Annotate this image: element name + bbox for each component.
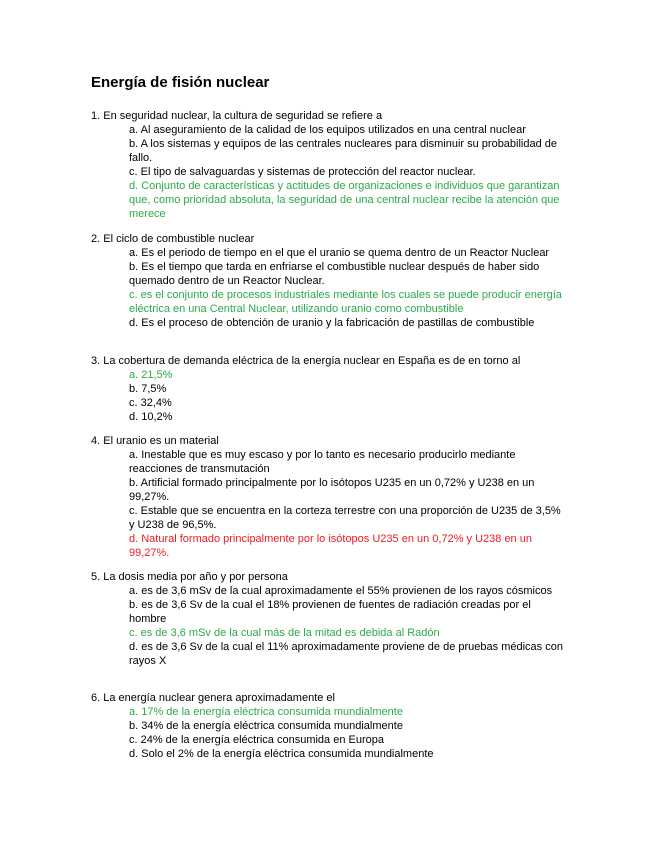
option-a: a. 17% de la energía eléctrica consumida mundialmente [129, 706, 403, 718]
options-list [129, 246, 565, 330]
option-a: a. es de 3,6 mSv de la cual aproximadamente el 55% provienen de los rayos cósmicos [129, 585, 553, 597]
option-a: a. Al aseguramiento de la calidad de los equipos utilizados en una central nuclear [129, 124, 526, 136]
options-list [129, 448, 565, 560]
question-4 [91, 434, 571, 560]
option-d: d. Solo el 2% de la energía eléctrica consumida mundialmente [129, 748, 434, 760]
option-c: c. 32,4% [129, 397, 172, 409]
option-b: b. es de 3,6 Sv de la cual el 18% provienen de fuentes de radiación creadas por el hombre [129, 599, 531, 625]
question-stem: 1. En seguridad nuclear, la cultura de seguridad se refiere a [91, 110, 383, 122]
question-stem: 3. La cobertura de demanda eléctrica de la energía nuclear en España es de en torno al [91, 355, 521, 367]
question-5 [91, 570, 571, 668]
question-stem: 6. La energía nuclear genera aproximadamente el [91, 692, 335, 704]
document-title: Energía de fisión nuclear [91, 74, 270, 91]
question-2 [91, 232, 571, 330]
option-c: c. es de 3,6 mSv de la cual más de la mitad es debida al Radón [129, 627, 440, 639]
question-stem: 4. El uranio es un material [91, 435, 219, 447]
options-list [129, 705, 565, 761]
option-b: b. Artificial formado principalmente por lo isótopos U235 en un 0,72% y U238 en un 99,27%. [129, 477, 535, 503]
option-b: b. Es el tiempo que tarda en enfriarse el combustible nuclear después de haber sido quemado dentro de un Reactor Nuclear. [129, 261, 540, 287]
option-d: d. Natural formado principalmente por lo isótopos U235 en un 0,72% y U238 en un 99,27%. [129, 533, 532, 559]
option-d: d. Es el proceso de obtención de uranio y la fabricación de pastillas de combustible [129, 317, 535, 329]
option-d: d. Conjunto de características y actitudes de organizaciones e individuos que garantizan que, como prioridad absoluta, la seguridad de una central nuclear recibe la atención que merece [129, 180, 560, 220]
option-a: a. Es el periodo de tiempo en el que el uranio se quema dentro de un Reactor Nuclear [129, 247, 550, 259]
option-b: b. 34% de la energía eléctrica consumida mundialmente [129, 720, 403, 732]
option-d: d. 10,2% [129, 411, 173, 423]
options-list [129, 123, 565, 221]
option-c: c. 24% de la energía eléctrica consumida en Europa [129, 734, 384, 746]
question-stem: 2. El ciclo de combustible nuclear [91, 233, 255, 245]
option-b: b. 7,5% [129, 383, 167, 395]
option-c: c. El tipo de salvaguardas y sistemas de protección del reactor nuclear. [129, 166, 476, 178]
option-c: c. Estable que se encuentra en la corteza terrestre con una proporción de U235 de 3,5% y U238 de 96,5%. [129, 505, 561, 531]
option-b: b. A los sistemas y equipos de las centrales nucleares para disminuir su probabilidad de fallo. [129, 138, 558, 164]
option-a: a. 21,5% [129, 369, 173, 381]
question-6 [91, 691, 571, 761]
options-list [129, 368, 565, 424]
options-list [129, 584, 565, 668]
question-1 [91, 109, 571, 221]
option-d: d. es de 3,6 Sv de la cual el 11% aproximadamente proviene de de pruebas médicas con rayos X [129, 641, 563, 667]
option-c: c. es el conjunto de procesos industriales mediante los cuales se puede producir energía eléctrica en una Central Nuclear, utilizando uranio como combustible [129, 289, 562, 315]
question-stem: 5. La dosis media por año y por persona [91, 571, 288, 583]
option-a: a. Inestable que es muy escaso y por lo tanto es necesario producirlo mediante reacciones de transmutación [129, 449, 516, 475]
question-3 [91, 354, 571, 424]
